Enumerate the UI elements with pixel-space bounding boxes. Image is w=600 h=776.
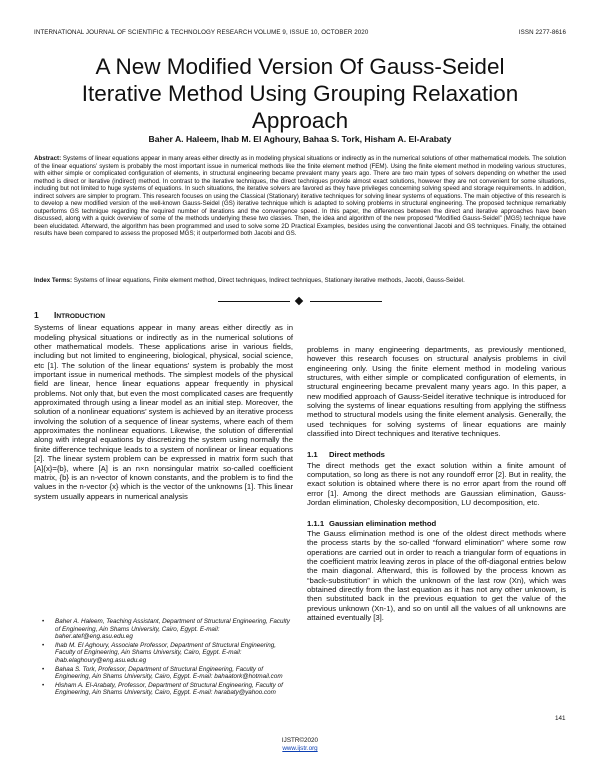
direct-methods-paragraph: The direct methods get the exact solution within a finite amount of computation, so long as there is not any roundoff error [2]. But in reality, the exact solution is obtained where there is no error apart from the round off error [1]. Among the direct methods are Gaussian elimination, Gauss-Jordan elimination, Cholesky decomposition, LU decomposition, etc. (307, 460, 566, 508)
title-line-1: A New Modified Version Of Gauss-Seidel (95, 54, 505, 79)
publisher-copyright: IJSTR©2020 (281, 737, 319, 744)
page-footer (0, 737, 600, 753)
divider-line-right (310, 301, 382, 302)
title-line-2: Iterative Method Using Grouping Relaxation (81, 81, 519, 106)
affiliation-item: • Hisham A. El-Arabaty, Professor, Department of Structural Engineering, Faculty of Engineering, Ain Shams University, Cairo, Egypt. E-mail: harabaty@yahoo.com (55, 682, 293, 697)
journal-header: INTERNATIONAL JOURNAL OF SCIENTIFIC & TECHNOLOGY RESEARCH VOLUME 9, ISSUE 10, OCTOBER 2020 (34, 29, 369, 36)
affiliation-list (34, 618, 293, 697)
right-column (307, 345, 566, 622)
abstract-text: Systems of linear equations appear in many areas either directly as in modeling physical situations or indirectly as in the numerical solutions of other mathematical models. The solution of the linear equations’ system is probably the most important issue in numerical methods like the finite element method (FEM). Using the finite element method in modeling various structures, with either simple or complicated configuration of elements, in structural engineering became prevalent many years ago. There are two main types of solvers depending on whether the used method is direct or iterative (indirect) method. In contrast to the iterative techniques, the direct techniques provide almost exact solutions, however they are not convenient for some situations, including but not limited to huge systems of equations. In such situations, the iterative solvers are favored as they have privileges concerning solving speed and storage requirements. In addition, indirect solvers are simpler to program. This research focuses on using the Classical (Stationary) iterative techniques for solving linear systems of equations. The main objective of this research is to develop a new modified version of the well-known Gauss-Seidel (GS) iterative technique which is adapted to solving problems in structural engineering. The proposed technique remarkably outperforms GS technique regarding the required number of iterations and the convergence speed. In this paper, the differences between the direct and iterative approaches have been discussed, along with a quick overview of some of the methods underlying these two classes. Then, the idea and algorithm of the new proposed “Modified Gauss-Seidel” (MGS) technique have been elucidated. Afterward, the algorithm has been programmed and used to solve some 2D Practical Examples, besides using the conventional Jacobi and GS techniques. Finally, the obtained results have been compared to assess the proposed MGS; it outperformed both Jacobi and GS. (34, 155, 566, 238)
gaussian-elimination-paragraph: The Gauss elimination method is one of the oldest direct methods where the process starts by the so-called “forward elimination” where some row operations are carried out in order to reach a triangular form of equations in the coefficient matrix leaving zeros in place of the off-diagonal entries below the main diagonal. Afterward, this is followed by the process known as “back-substitution” in which the unknown of the last row (Xn), which was obtained directly from the last equation as it has not any other unknown, is then substituted back in the previous equation to get the value of the previous unknown (Xn-1), and so on until all the values of all unknowns are attained eventually [3]. (307, 528, 566, 622)
journal-url-link[interactable]: www.ijstr.org (282, 745, 318, 752)
subsection-title: Direct methods (329, 450, 385, 460)
section-divider (0, 298, 600, 306)
subsubsection-title: Gaussian elimination method (329, 518, 437, 528)
subsubsection-number: 1.1.1 (307, 518, 325, 528)
divider-line-left (218, 301, 290, 302)
index-terms-text: Systems of linear equations, Finite element method, Direct techniques, Indirect techniques, Stationary iterative methods, Jacobi, Gauss-Seidel. (72, 277, 465, 284)
paper-title (40, 53, 560, 134)
issn-label: ISSN 2277-8616 (518, 29, 566, 36)
intro-paragraph-right: problems in many engineering departments, as previously mentioned, however this research focuses on structural analysis problems in civil engineering only. Using the finite element method in modeling various structures, with either simple or complicated configuration of elements, in structural engineering became prevalent many years ago. In this paper, a new modified approach of Gauss-Seidel iterative technique is introduced for solving the systems of linear equations resulting from applying the stiffness method to structural models using the finite element analysis. Generally, the used techniques for solving systems of linear equations are mainly classified into Direct techniques and Iterative techniques. (307, 345, 566, 439)
section-title-rest: NTRODUCTION (56, 313, 106, 320)
abstract (34, 155, 566, 238)
index-terms (34, 277, 566, 285)
affiliation-item: • Bahaa S. Tork, Professor, Department of Structural Engineering, Faculty of Engineering, Ain Shams University, Cairo, Egypt. E-mail: bahaatork@hotmail.com (55, 666, 293, 681)
page-number: 141 (555, 715, 566, 722)
title-line-3: Approach (251, 108, 349, 133)
author-affiliations (34, 618, 293, 698)
left-column (34, 311, 293, 501)
section-title-initial: I (54, 310, 57, 320)
diamond-icon (295, 297, 303, 305)
author-list: Baher A. Haleem, Ihab M. El Aghoury, Bahaa S. Tork, Hisham A. El-Arabaty (148, 134, 452, 144)
index-terms-label: Index Terms: (34, 277, 73, 284)
subsection-number: 1.1 (307, 450, 318, 460)
abstract-label: Abstract: (34, 155, 62, 162)
subsubsection-heading-gaussian (307, 519, 566, 528)
affiliation-item: • Ihab M. El Aghoury, Associate Professor, Department of Structural Engineering, Faculty of Engineering, Ain Shams University, Cairo, Egypt. E-mail: ihab.elaghoury@eng.asu.edu.eg (55, 642, 293, 665)
section-number: 1 (34, 310, 39, 320)
subsection-heading-direct-methods (307, 450, 566, 459)
section-heading-introduction (34, 311, 293, 321)
intro-paragraph-left: Systems of linear equations appear in many areas either directly as in modeling physical situations or indirectly as in the numerical solutions of other mathematical models. These applications arise in various fields, including but not limited to engineering, biological, physical, social science, etc [1]. The solution of the linear equations’ system is probably the most important issue in numerical methods. The simplest models of the physical field are linear, hence linear equations appear frequently in physical problems. Not only that, but even the most complicated cases are frequently approximated through using a linear model as an initial step. Moreover, the solution of a nonlinear equations’ system is achieved by an iterative process involving the solution of a sequence of linear systems, where each of them approximates the nonlinear equations. Likewise, the solution of differential along with integral equations by discretizing the system using normally the finite difference technique leads to a system of nonlinear or linear equations [2]. The linear system problem can be expressed in matrix form such that [A]{x}={b}, where [A] is an n×n nonsingular matrix so-called coefficient matrix, {b} is an n-vector of known constants, and the problem is to find the values in the n-vector {x} which is the vector of the unknowns [1]. This linear system usually appears in numerical analysis (34, 323, 293, 501)
affiliation-item: • Baher A. Haleem, Teaching Assistant, Department of Structural Engineering, Faculty of Engineering, Ain Shams University, Cairo, Egypt. E-mail: baher.atef@eng.asu.edu.eg (55, 618, 293, 641)
